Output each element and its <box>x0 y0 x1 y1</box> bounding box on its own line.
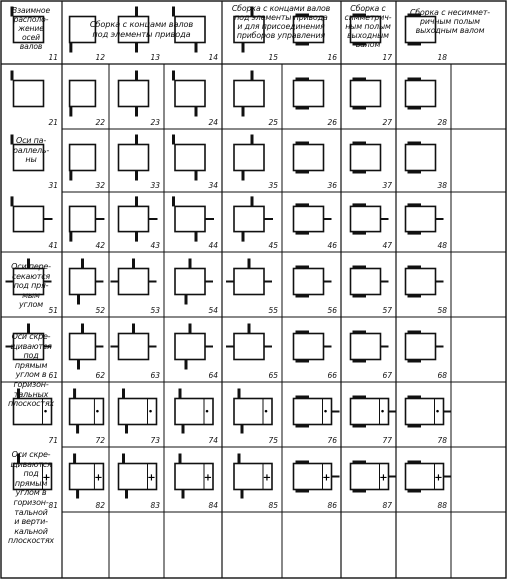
gearbox-housing <box>70 145 96 171</box>
cell-number: 37 <box>382 181 392 190</box>
gearbox-housing <box>175 334 205 360</box>
cell-number: 65 <box>268 371 278 380</box>
cell-number: 86 <box>327 501 337 510</box>
cell-number: 41 <box>48 241 58 250</box>
cell-number: 72 <box>95 436 105 445</box>
plus-symbol: + <box>94 472 103 484</box>
cell-number: 34 <box>208 181 218 190</box>
cell-number: 42 <box>95 241 105 250</box>
hollow-shaft-mark <box>408 331 422 334</box>
cell-number: 74 <box>208 436 218 445</box>
cell-number: 61 <box>48 371 58 380</box>
cell-number: 26 <box>327 118 337 127</box>
row-label-intersecting: Оси пере- секаются под пря- мым углом <box>11 262 51 310</box>
hollow-shaft-mark <box>353 295 367 298</box>
hollow-shaft-mark <box>408 232 422 235</box>
cell-number: 77 <box>382 436 392 445</box>
header-col-group-4: Сборка с несиммет- ричным полым выходным валом <box>409 8 491 35</box>
cell-number: 81 <box>48 501 58 510</box>
hollow-shaft-mark <box>296 232 310 235</box>
hollow-shaft-mark <box>353 232 367 235</box>
cell-number: 62 <box>95 371 105 380</box>
gearbox-housing <box>294 81 324 107</box>
gearbox-housing <box>70 334 96 360</box>
gearbox-housing <box>234 206 264 231</box>
hollow-shaft-mark <box>408 78 422 81</box>
hollow-shaft-mark <box>408 43 422 46</box>
gearbox-housing <box>70 269 96 295</box>
cell-number: 66 <box>327 371 337 380</box>
cell-number: 48 <box>437 241 447 250</box>
dot-symbol: • <box>379 407 386 418</box>
hollow-shaft-mark <box>296 331 310 334</box>
cell-number: 85 <box>268 501 278 510</box>
cell-number: 14 <box>208 53 218 62</box>
hollow-shaft-mark <box>296 266 310 269</box>
hollow-shaft-mark <box>353 203 367 206</box>
gearbox-housing <box>234 145 264 171</box>
hollow-shaft-mark <box>353 266 367 269</box>
cell-number: 53 <box>150 306 160 315</box>
hollow-shaft-mark <box>353 490 367 493</box>
header-col-group-3: Сборка с симметрич- ным полым выходным валом <box>344 4 392 49</box>
cell-number: 67 <box>382 371 392 380</box>
hollow-shaft-mark <box>353 360 367 363</box>
cell-number: 31 <box>48 181 58 190</box>
hollow-shaft-mark <box>408 171 422 174</box>
cell-number: 45 <box>268 241 278 250</box>
cell-number: 43 <box>150 241 160 250</box>
hollow-shaft-mark <box>296 396 310 399</box>
gearbox-housing <box>294 145 324 171</box>
gearbox-housing <box>234 334 264 360</box>
cell-number: 16 <box>327 53 337 62</box>
cell-number: 17 <box>382 53 392 62</box>
gearbox-housing <box>406 269 436 295</box>
cell-number: 15 <box>268 53 278 62</box>
cell-number: 84 <box>208 501 218 510</box>
cell-number: 54 <box>208 306 218 315</box>
gearbox-housing <box>351 145 381 171</box>
header-col-group-1: Сборка с концами валов под элементы привода <box>89 19 194 39</box>
cell-number: 51 <box>48 306 58 315</box>
gearbox-housing <box>119 81 149 107</box>
plus-symbol: + <box>322 472 331 484</box>
dot-symbol: • <box>263 407 269 418</box>
cell-number: 73 <box>150 436 160 445</box>
dot-symbol: • <box>42 407 49 418</box>
cell-number: 38 <box>437 181 447 190</box>
gearbox-housing <box>351 269 381 295</box>
cell-number: 68 <box>437 371 447 380</box>
gearbox-housing <box>351 334 381 360</box>
hollow-shaft-mark <box>408 425 422 428</box>
dot-symbol: • <box>147 407 154 418</box>
cell-number: 18 <box>437 53 447 62</box>
gearbox-housing <box>175 81 205 107</box>
gearbox-housing <box>294 334 324 360</box>
cell-number: 88 <box>437 501 447 510</box>
hollow-shaft-mark <box>408 203 422 206</box>
hollow-shaft-mark <box>296 461 310 464</box>
cell-number: 13 <box>150 53 160 62</box>
gearbox-housing <box>234 81 264 107</box>
cell-number: 28 <box>437 118 447 127</box>
cell-number: 33 <box>150 181 160 190</box>
cell-number: 24 <box>208 118 218 127</box>
hollow-shaft-mark <box>353 78 367 81</box>
hollow-shaft-mark <box>408 396 422 399</box>
gearbox-housing <box>119 334 149 360</box>
plus-symbol: + <box>203 472 213 484</box>
cell-number: 71 <box>48 436 58 445</box>
cell-number: 11 <box>48 53 58 62</box>
gearbox-housing <box>234 269 264 295</box>
cell-number: 36 <box>327 181 337 190</box>
plus-symbol: + <box>434 472 443 484</box>
gearbox-housing <box>70 81 96 107</box>
hollow-shaft-mark <box>296 171 310 174</box>
hollow-shaft-mark <box>408 107 422 110</box>
plus-symbol: + <box>262 472 272 484</box>
gearbox-housing <box>175 269 205 295</box>
dot-symbol: • <box>94 407 101 418</box>
header-col-group-2: Сборка с концами валов под элементы привода и для присоединения приборов управления <box>231 4 331 40</box>
hollow-shaft-mark <box>296 295 310 298</box>
cell-number: 12 <box>95 53 105 62</box>
cell-number: 35 <box>268 181 278 190</box>
hollow-shaft-mark <box>408 360 422 363</box>
cell-number: 25 <box>268 118 278 127</box>
gearbox-housing <box>351 206 381 231</box>
row-label-parallel: Оси па- раллель- ны <box>12 136 50 165</box>
cell-number: 23 <box>150 118 160 127</box>
hollow-shaft-mark <box>296 43 310 46</box>
dot-symbol: • <box>434 407 441 418</box>
gearbox-housing <box>119 269 149 295</box>
hollow-shaft-mark <box>296 360 310 363</box>
dot-symbol: • <box>204 407 210 418</box>
cell-number: 21 <box>48 118 58 127</box>
hollow-shaft-mark <box>296 425 310 428</box>
cell-number: 75 <box>268 436 278 445</box>
gearbox-housing <box>119 206 149 231</box>
gearbox-housing <box>14 81 44 107</box>
hollow-shaft-mark <box>408 461 422 464</box>
hollow-shaft-mark <box>353 425 367 428</box>
cell-number: 78 <box>437 436 447 445</box>
row-label-crossing-horizontal: Оси скре- щиваются под прямым углом в горизон- тальных плоскостях <box>8 332 54 409</box>
hollow-shaft-mark <box>296 142 310 145</box>
hollow-shaft-mark <box>353 331 367 334</box>
cell-number: 83 <box>150 501 160 510</box>
hollow-shaft-mark <box>408 266 422 269</box>
cell-number: 44 <box>208 241 218 250</box>
cell-number: 22 <box>95 118 105 127</box>
gearbox-housing <box>175 206 205 231</box>
row-label-crossing-vertical: Оси скре- щиваются под прямым углом в горизон- тальной и верти- кальной плоскостях <box>8 450 54 546</box>
cell-number: 64 <box>208 371 218 380</box>
header-corner: Взаимное располо- жение осей валов <box>11 6 51 51</box>
cell-number: 56 <box>327 306 337 315</box>
plus-symbol: + <box>147 472 156 484</box>
hollow-shaft-mark <box>296 203 310 206</box>
cell-number: 32 <box>95 181 105 190</box>
hollow-shaft-mark <box>408 295 422 298</box>
dot-symbol: • <box>322 407 329 418</box>
hollow-shaft-mark <box>353 171 367 174</box>
hollow-shaft-mark <box>353 461 367 464</box>
gearbox-housing <box>351 81 381 107</box>
cell-number: 46 <box>327 241 337 250</box>
hollow-shaft-mark <box>408 142 422 145</box>
cell-number: 52 <box>95 306 105 315</box>
hollow-shaft-mark <box>353 107 367 110</box>
cell-number: 87 <box>382 501 392 510</box>
cell-number: 27 <box>382 118 392 127</box>
hollow-shaft-mark <box>408 490 422 493</box>
gearbox-housing <box>14 206 44 231</box>
gearbox-housing <box>406 206 436 231</box>
cell-number: 63 <box>150 371 160 380</box>
gearbox-housing <box>294 269 324 295</box>
cell-number: 58 <box>437 306 447 315</box>
gearbox-housing <box>294 206 324 231</box>
gearbox-housing <box>406 334 436 360</box>
gearbox-housing <box>406 81 436 107</box>
gearbox-housing <box>119 145 149 171</box>
plus-symbol: + <box>42 472 51 484</box>
plus-symbol: + <box>379 472 388 484</box>
gearbox-housing <box>406 145 436 171</box>
cell-number: 82 <box>95 501 105 510</box>
hollow-shaft-mark <box>353 142 367 145</box>
gearbox-housing <box>175 145 205 171</box>
cell-number: 55 <box>268 306 278 315</box>
hollow-shaft-mark <box>296 78 310 81</box>
hollow-shaft-mark <box>353 396 367 399</box>
hollow-shaft-mark <box>296 490 310 493</box>
cell-number: 76 <box>327 436 337 445</box>
cell-number: 47 <box>382 241 392 250</box>
cell-number: 57 <box>382 306 392 315</box>
gearbox-housing <box>70 206 96 231</box>
hollow-shaft-mark <box>296 107 310 110</box>
